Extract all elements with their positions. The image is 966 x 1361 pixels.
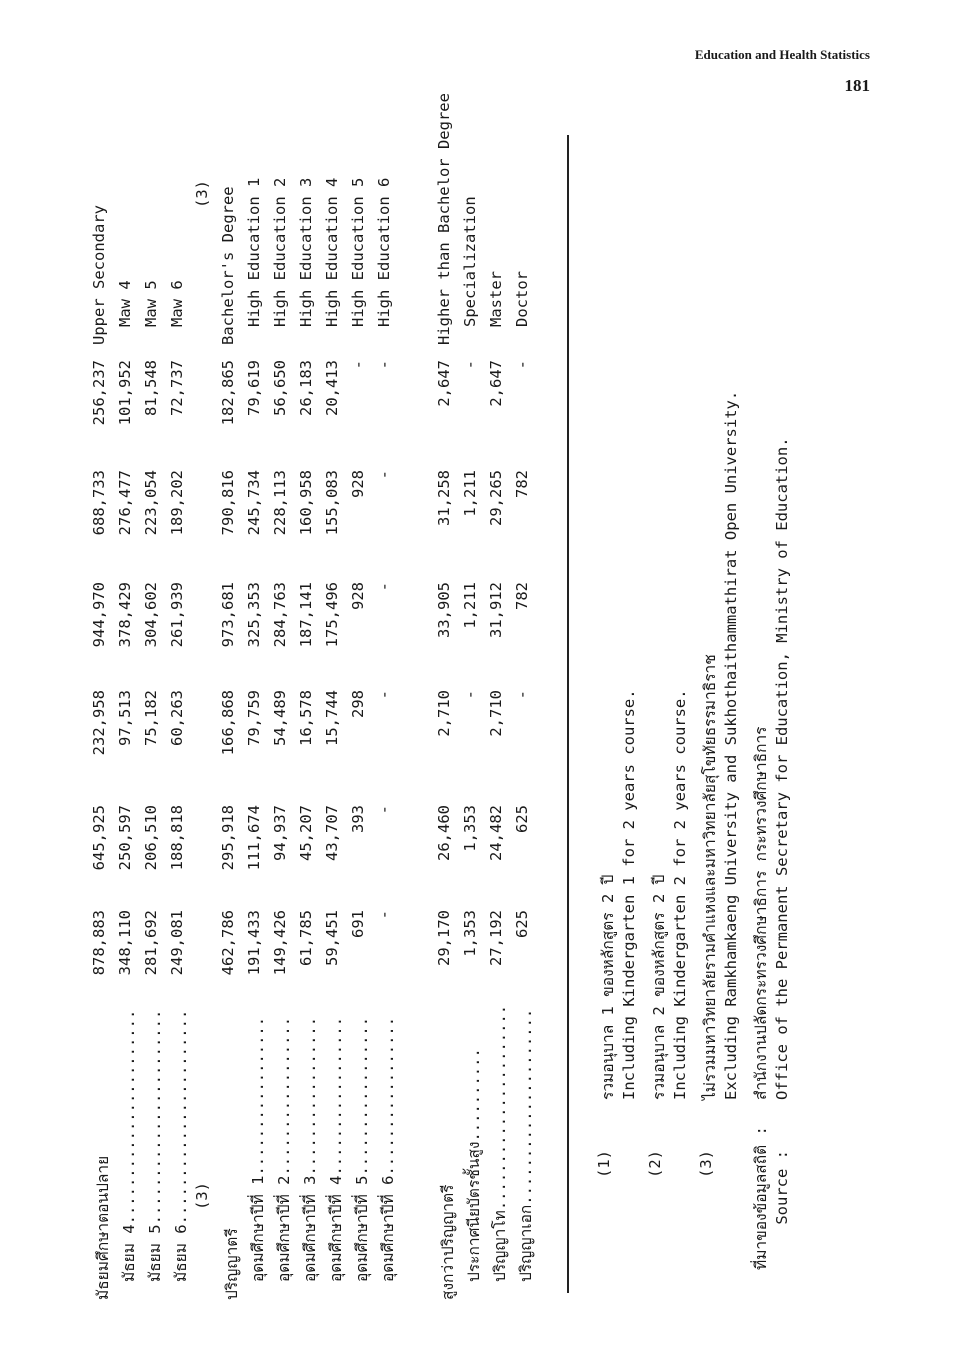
- value-cell: 462,786: [219, 910, 237, 976]
- value-cell: 20,413: [323, 360, 341, 416]
- footnote-key: ที่มาของข้อมูลสถิติ :: [752, 1126, 770, 1270]
- value-cell: 256,237: [90, 360, 108, 426]
- value-cell: 782: [513, 582, 531, 610]
- row-label-english: High Education 1: [245, 177, 263, 327]
- row-label-thai: สูงกว่าปริญญาตรี: [439, 1184, 457, 1300]
- value-cell: 973,681: [219, 582, 237, 648]
- value-cell: 245,734: [245, 470, 263, 536]
- value-cell: 160,958: [297, 470, 315, 536]
- value-cell: 45,207: [297, 805, 315, 861]
- value-cell: 175,496: [323, 582, 341, 648]
- row-label-thai: ปริญญาเอก.....................: [517, 1008, 535, 1282]
- value-cell: 782: [513, 470, 531, 498]
- value-cell: 188,818: [168, 805, 186, 871]
- row-label-english: High Education 4: [323, 177, 341, 327]
- value-cell: -: [375, 805, 393, 815]
- value-cell: 26,460: [435, 805, 453, 861]
- value-cell: -: [461, 690, 479, 700]
- row-label-english: Doctor: [513, 271, 531, 327]
- value-cell: 56,650: [271, 360, 289, 416]
- value-cell: 944,970: [90, 582, 108, 648]
- value-cell: 189,202: [168, 470, 186, 536]
- value-cell: 645,925: [90, 805, 108, 871]
- value-cell: 26,183: [297, 360, 315, 416]
- value-cell: 691: [349, 910, 367, 938]
- row-label-thai: มัธยม 6.......................: [172, 1009, 190, 1282]
- value-cell: 304,602: [142, 582, 160, 648]
- row-label-thai: (3): [193, 1182, 211, 1210]
- value-cell: 16,578: [297, 690, 315, 746]
- value-cell: 81,548: [142, 360, 160, 416]
- value-cell: 325,353: [245, 582, 263, 648]
- value-cell: 928: [349, 582, 367, 610]
- value-cell: 149,426: [271, 910, 289, 976]
- footnote-text: Office of the Permanent Secretary for Education, Ministry of Education.: [773, 437, 791, 1100]
- footnote-text: Excluding Ramkhamkaeng University and Sukhothaithammathirat Open University.: [722, 390, 740, 1100]
- value-cell: 281,692: [142, 910, 160, 976]
- row-label-english: Higher than Bachelor Degree: [435, 93, 453, 345]
- row-label-thai: อุดมศึกษาปีที่ 6.................: [379, 1016, 397, 1282]
- value-cell: 295,918: [219, 805, 237, 871]
- row-label-thai: อุดมศึกษาปีที่ 4.................: [327, 1016, 345, 1282]
- value-cell: 60,263: [168, 690, 186, 746]
- value-cell: 33,905: [435, 582, 453, 638]
- value-cell: 166,868: [219, 690, 237, 756]
- value-cell: 206,510: [142, 805, 160, 871]
- value-cell: 97,513: [116, 690, 134, 746]
- row-label-thai: อุดมศึกษาปีที่ 2.................: [275, 1016, 293, 1282]
- value-cell: 348,110: [116, 910, 134, 976]
- row-label-english: High Education 2: [271, 177, 289, 327]
- row-label-english: Maw 5: [142, 280, 160, 327]
- row-label-english: Master: [487, 271, 505, 327]
- row-label-english: High Education 3: [297, 177, 315, 327]
- row-label-thai: อุดมศึกษาปีที่ 5.................: [353, 1016, 371, 1282]
- value-cell: 625: [513, 910, 531, 938]
- row-label-thai: ปริญญาโท......................: [491, 1004, 509, 1282]
- footnote-text: Including Kindergarten 2 for 2 years course.: [671, 689, 689, 1100]
- row-label-english: Maw 4: [116, 280, 134, 327]
- value-cell: 378,429: [116, 582, 134, 648]
- row-label-english: Specialization: [461, 196, 479, 327]
- row-label-thai: ปริญญาตรี: [223, 1228, 241, 1300]
- footnote-key: (1): [595, 1150, 613, 1178]
- rotated-table-page: [90, 93, 810, 1300]
- value-cell: 2,647: [487, 360, 505, 407]
- value-cell: 59,451: [323, 910, 341, 966]
- value-cell: 101,952: [116, 360, 134, 426]
- value-cell: 223,054: [142, 470, 160, 536]
- value-cell: 250,597: [116, 805, 134, 871]
- value-cell: 155,083: [323, 470, 341, 536]
- value-cell: 31,912: [487, 582, 505, 638]
- value-cell: -: [375, 470, 393, 480]
- footnote-text: ไม่รวมมหาวิทยาลัยรามคำแหงและมหาวิทยาลัยสุโขทัยธรรมาธิราช: [701, 654, 719, 1100]
- value-cell: -: [375, 582, 393, 592]
- row-label-thai: ประกาศนียบัตรชั้นสูง..........: [465, 1048, 483, 1282]
- value-cell: 79,759: [245, 690, 263, 746]
- value-cell: 61,785: [297, 910, 315, 966]
- value-cell: 298: [349, 690, 367, 718]
- value-cell: 75,182: [142, 690, 160, 746]
- value-cell: -: [349, 360, 367, 370]
- value-cell: 182,865: [219, 360, 237, 426]
- value-cell: 1,353: [461, 805, 479, 852]
- value-cell: 29,265: [487, 470, 505, 526]
- value-cell: 27,192: [487, 910, 505, 966]
- value-cell: 1,211: [461, 582, 479, 629]
- value-cell: 79,619: [245, 360, 263, 416]
- value-cell: -: [375, 910, 393, 920]
- row-label-english: Upper Secondary: [90, 205, 108, 345]
- value-cell: 228,113: [271, 470, 289, 536]
- value-cell: 1,211: [461, 470, 479, 517]
- footnote-text: รวมอนุบาล 1 ของหลักสูตร 2 ปี: [599, 874, 617, 1100]
- value-cell: 790,816: [219, 470, 237, 536]
- value-cell: 1,353: [461, 910, 479, 957]
- value-cell: 625: [513, 805, 531, 833]
- value-cell: 24,482: [487, 805, 505, 861]
- row-label-english: High Education 6: [375, 177, 393, 327]
- value-cell: 94,937: [271, 805, 289, 861]
- value-cell: -: [513, 360, 531, 370]
- value-cell: -: [375, 360, 393, 370]
- value-cell: 249,081: [168, 910, 186, 976]
- row-label-english: (3): [193, 180, 211, 208]
- value-cell: 393: [349, 805, 367, 833]
- value-cell: 31,258: [435, 470, 453, 526]
- page-header-title: Education and Health Statistics: [694, 47, 870, 62]
- value-cell: 29,170: [435, 910, 453, 966]
- value-cell: 2,647: [435, 360, 453, 407]
- value-cell: 15,744: [323, 690, 341, 746]
- page-number: 181: [844, 76, 870, 95]
- value-cell: -: [375, 690, 393, 700]
- footnote-key: Source :: [773, 1150, 791, 1225]
- row-label-english: High Education 5: [349, 177, 367, 327]
- footnote-text: Including Kindergarten 1 for 2 years course.: [620, 689, 638, 1100]
- footnote-text: รวมอนุบาล 2 ของหลักสูตร 2 ปี: [650, 874, 668, 1100]
- value-cell: 878,883: [90, 910, 108, 976]
- value-cell: 111,674: [245, 805, 263, 871]
- row-label-thai: มัธยมศึกษาตอนปลาย: [94, 1155, 112, 1300]
- row-label-thai: อุดมศึกษาปีที่ 1.................: [249, 1016, 267, 1282]
- row-label-thai: มัธยม 4.......................: [120, 1009, 138, 1282]
- row-label-english: Maw 6: [168, 280, 186, 327]
- row-label-thai: มัธยม 5.......................: [146, 1009, 164, 1282]
- value-cell: 191,433: [245, 910, 263, 976]
- value-cell: 232,958: [90, 690, 108, 756]
- value-cell: 54,489: [271, 690, 289, 746]
- value-cell: 72,737: [168, 360, 186, 416]
- footnote-key: (2): [646, 1150, 664, 1178]
- value-cell: 187,141: [297, 582, 315, 648]
- footnote-key: (3): [697, 1150, 715, 1178]
- value-cell: 2,710: [487, 690, 505, 737]
- value-cell: 261,939: [168, 582, 186, 648]
- value-cell: 43,707: [323, 805, 341, 861]
- value-cell: -: [513, 690, 531, 700]
- value-cell: 276,477: [116, 470, 134, 536]
- value-cell: -: [461, 360, 479, 370]
- footnote-text: สำนักงานปลัดกระทรวงศึกษาธิการ กระทรวงศึกษาธิการ: [752, 726, 770, 1100]
- value-cell: 688,733: [90, 470, 108, 536]
- value-cell: 2,710: [435, 690, 453, 737]
- row-label-thai: อุดมศึกษาปีที่ 3.................: [301, 1016, 319, 1282]
- value-cell: 284,763: [271, 582, 289, 648]
- value-cell: 928: [349, 470, 367, 498]
- row-label-english: Bachelor's Degree: [219, 186, 237, 345]
